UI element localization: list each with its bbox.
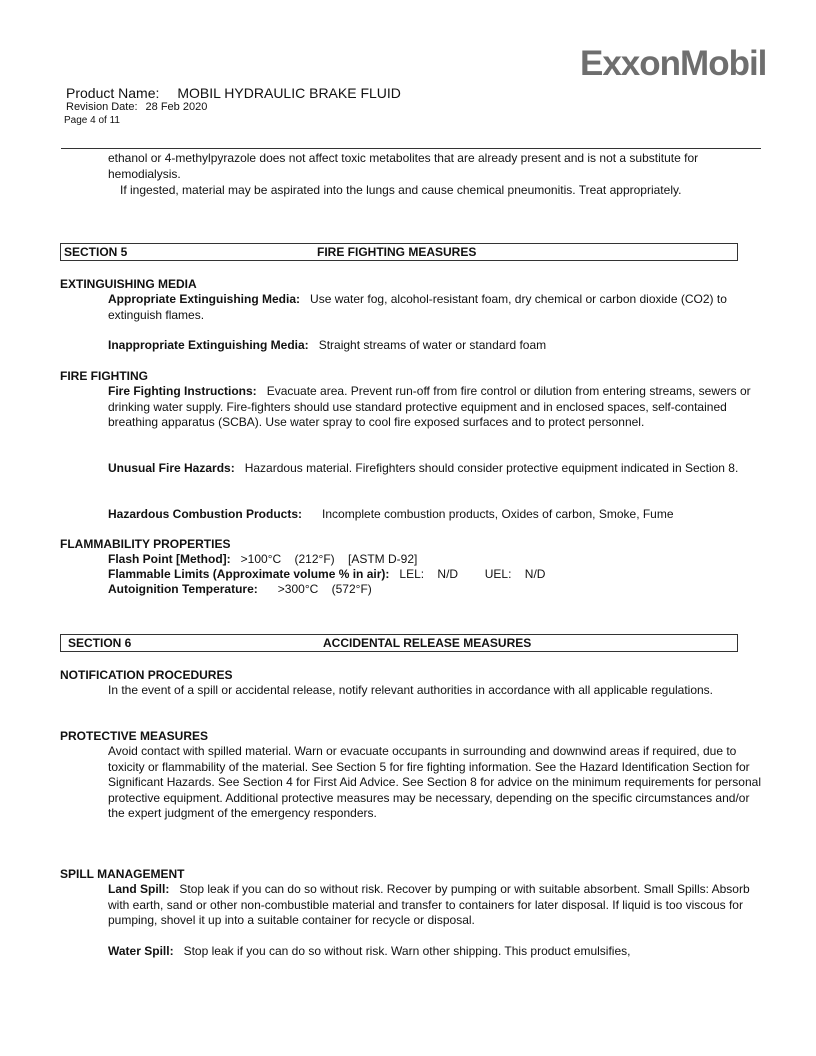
extinguishing-media-heading: EXTINGUISHING MEDIA — [60, 277, 197, 291]
exxonmobil-logo: ExxonMobil — [580, 44, 767, 83]
land-spill-label: Land Spill: — [108, 882, 170, 896]
product-name-label: Product Name: — [66, 85, 160, 101]
fire-fighting-instructions-label: Fire Fighting Instructions: — [108, 384, 257, 398]
autoignition-value: >300°C (572°F) — [277, 582, 372, 596]
flash-point-value: >100°C (212°F) [ASTM D-92] — [240, 552, 418, 566]
unusual-fire-hazards-label: Unusual Fire Hazards: — [108, 461, 235, 475]
section-5-banner — [60, 243, 738, 261]
fire-fighting-instructions — [108, 384, 768, 431]
revision-date-line — [66, 101, 207, 113]
water-spill — [108, 944, 768, 960]
autoignition-label: Autoignition Temperature: — [108, 582, 258, 596]
section-5-number: SECTION 5 — [64, 245, 128, 259]
fire-fighting-instructions-text: Evacuate area. Prevent run-off from fire control or dilution from entering streams, sewers or drinking water supply. Fire-fighters should use standard protective equipment and in enclosed spaces, self-contained breathing apparatus (SCBA). Use water spray to cool fire exposed surfaces and to protect personnel. — [108, 384, 751, 429]
inappropriate-media-text: Straight streams of water or standard foam — [318, 338, 547, 352]
water-spill-label: Water Spill: — [108, 944, 174, 958]
flammability-heading: FLAMMABILITY PROPERTIES — [60, 537, 231, 551]
land-spill-text: Stop leak if you can do so without risk. Recover by pumping or with suitable absorbent. Small Spills: Absorb with earth, sand or other non-combustible material and transfer to containers for later disposal. If liquid is too viscous for pumping, shovel it up into a suitable container for recycle or disposal. — [108, 882, 750, 927]
flammable-limits-value: LEL: N/D UEL: N/D — [399, 567, 546, 581]
flash-point — [108, 552, 768, 568]
protective-measures-text: Avoid contact with spilled material. Warn or evacuate occupants in surrounding and downwind areas if required, due to toxicity or flammability of the material. See Section 5 for fire fighting information. See the Hazard Identification Section for Significant Hazards. See Section 4 for First Aid Advice. See Section 8 for advice on the minimum requirements for personal protective equipment. Additional protective measures may be necessary, depending on the specific circumstances and/or the expert judgment of the emergency responders. — [108, 744, 761, 820]
land-spill — [108, 882, 768, 929]
revision-date-label: Revision Date: — [66, 101, 138, 113]
appropriate-media — [108, 292, 768, 323]
autoignition-temperature — [108, 582, 768, 598]
appropriate-media-label: Appropriate Extinguishing Media: — [108, 292, 301, 306]
hazardous-combustion-text: Incomplete combustion products, Oxides of carbon, Smoke, Fume — [322, 507, 674, 521]
hazardous-combustion-products — [108, 507, 768, 523]
unusual-fire-hazards — [108, 461, 768, 477]
revision-date-value: 28 Feb 2020 — [145, 101, 208, 113]
fire-fighting-heading: FIRE FIGHTING — [60, 369, 148, 383]
page-number: Page 4 of 11 — [64, 115, 120, 126]
section-5-title: FIRE FIGHTING MEASURES — [317, 245, 477, 259]
flammable-limits — [108, 567, 768, 583]
hazardous-combustion-label: Hazardous Combustion Products: — [108, 507, 303, 521]
appropriate-media-text: Use water fog, alcohol-resistant foam, dry chemical or carbon dioxide (CO2) to extinguish flames. — [108, 292, 727, 322]
protective-measures-heading: PROTECTIVE MEASURES — [60, 729, 209, 743]
spill-management-heading: SPILL MANAGEMENT — [60, 867, 185, 881]
section-6-title: ACCIDENTAL RELEASE MEASURES — [323, 636, 532, 650]
inappropriate-media — [108, 338, 768, 354]
flash-point-label: Flash Point [Method]: — [108, 552, 231, 566]
header-divider — [61, 148, 761, 149]
intro-paragraph-1: ethanol or 4-methylpyrazole does not affect toxic metabolites that are already present and is not a substitute for hemodialysis. — [108, 151, 699, 181]
intro-paragraph-2: If ingested, material may be aspirated into the lungs and cause chemical pneumonitis. Treat appropriately. — [120, 183, 682, 197]
flammable-limits-label: Flammable Limits (Approximate volume % in air): — [108, 567, 390, 581]
product-name-line — [66, 85, 401, 101]
water-spill-text: Stop leak if you can do so without risk. Warn other shipping. This product emulsifies, — [183, 944, 631, 958]
product-name-value: MOBIL HYDRAULIC BRAKE FLUID — [177, 85, 401, 101]
inappropriate-media-label: Inappropriate Extinguishing Media: — [108, 338, 309, 352]
notification-text: In the event of a spill or accidental release, notify relevant authorities in accordance with all applicable regulations. — [108, 683, 714, 697]
notification-heading: NOTIFICATION PROCEDURES — [60, 668, 233, 682]
unusual-fire-hazards-text: Hazardous material. Firefighters should consider protective equipment indicated in Section 8. — [244, 461, 739, 475]
section-6-number: SECTION 6 — [68, 636, 132, 650]
section-6-banner — [60, 634, 738, 652]
